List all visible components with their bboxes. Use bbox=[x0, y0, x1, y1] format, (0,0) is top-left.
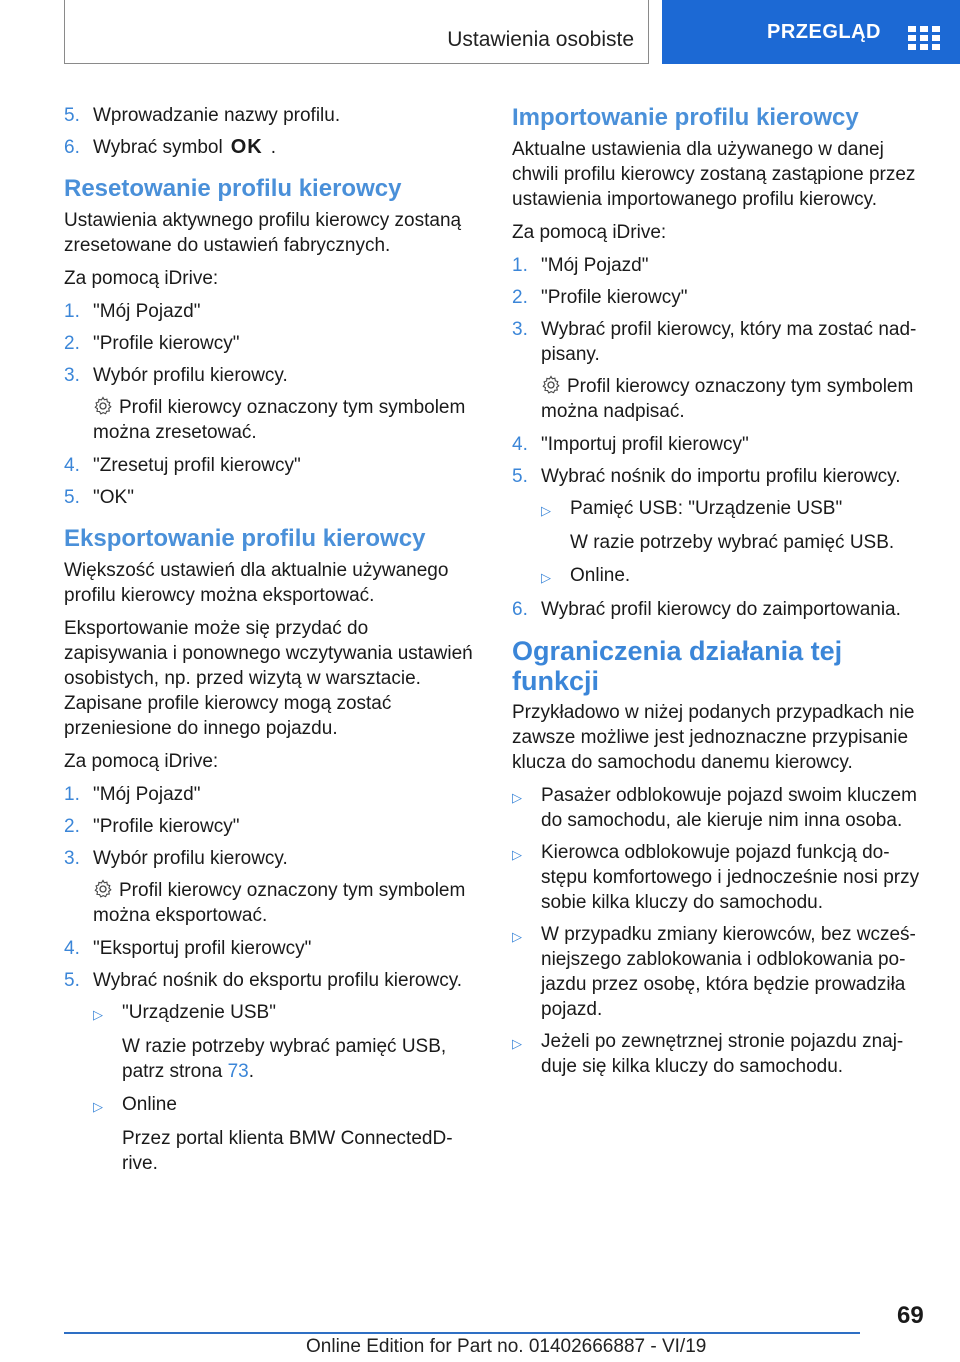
triangle-right-icon: ▷ bbox=[93, 1007, 103, 1022]
step-number: 6. bbox=[512, 599, 528, 620]
import-heading: Importowanie profilu kierowcy bbox=[512, 104, 859, 131]
triangle-right-icon: ▷ bbox=[541, 570, 551, 585]
grid-icon bbox=[908, 26, 940, 52]
note-text: Profil kierowcy oznaczony tym symbolem można nadpisać. bbox=[541, 376, 914, 422]
import-note bbox=[541, 374, 928, 424]
step-number: 1. bbox=[64, 784, 80, 805]
right-column bbox=[512, 103, 928, 1086]
gear-icon bbox=[93, 396, 113, 416]
step-text: "Profile kierowcy" bbox=[541, 287, 688, 308]
bullet-text: W przypadku zmiany kierowców, bez wcześ-niejszego zablokowania i odblokowania po-jazdu przez osobę, która będzie prowadziła pojazd. bbox=[541, 924, 916, 1020]
bullet-text: Online. bbox=[570, 565, 631, 586]
list-item bbox=[512, 922, 928, 1022]
step-item bbox=[64, 846, 476, 871]
step-text: Wybrać profil kierowcy do zaimportowania. bbox=[541, 599, 901, 620]
step-text: Wybrać nośnik do importu profilu kierowcy. bbox=[541, 466, 901, 487]
step-number: 5. bbox=[64, 970, 80, 991]
reset-intro: Ustawienia aktywnego profilu kierowcy zostaną zresetowane do ustawień fabrycznych. bbox=[64, 210, 462, 256]
subnote-text: W razie potrzeby wybrać pamięć USB, patrz strona bbox=[122, 1036, 447, 1082]
note-text: Profil kierowcy oznaczony tym symbolem można eksportować. bbox=[93, 880, 466, 926]
bullet-text: Kierowca odblokowuje pojazd funkcją do-stępu komfortowego i jednocześnie nosi przy sobie kilka kluczy do samochodu. bbox=[541, 842, 920, 913]
bullet-subnote: Przez portal klienta BMW ConnectedD-rive. bbox=[122, 1128, 453, 1174]
step-item bbox=[512, 432, 928, 457]
step-item bbox=[64, 485, 476, 510]
page-number: 69 bbox=[897, 1302, 924, 1329]
step-item bbox=[512, 285, 928, 310]
note-text: Profil kierowcy oznaczony tym symbolem można zresetować. bbox=[93, 397, 466, 443]
overview-tab[interactable] bbox=[662, 0, 960, 64]
step-item bbox=[64, 782, 476, 807]
step-text-before: Wybrać symbol bbox=[93, 137, 223, 158]
step-text: Wybrać nośnik do eksportu profilu kierowcy. bbox=[93, 970, 463, 991]
bullet-text: Jeżeli po zewnętrznej stronie pojazdu znaj-duje się kilka kluczy do samochodu. bbox=[541, 1031, 904, 1077]
step-number: 1. bbox=[64, 301, 80, 322]
step-item bbox=[512, 597, 928, 622]
step-number: 4. bbox=[64, 938, 80, 959]
bullet-text: "Urządzenie USB" bbox=[122, 1002, 276, 1023]
list-item bbox=[512, 840, 928, 915]
left-column bbox=[64, 103, 476, 1184]
step-text: "Eksportuj profil kierowcy" bbox=[93, 938, 312, 959]
step-number: 3. bbox=[512, 319, 528, 340]
export-heading: Eksportowanie profilu kierowcy bbox=[64, 525, 426, 552]
triangle-right-icon: ▷ bbox=[512, 929, 522, 944]
gear-icon bbox=[93, 879, 113, 899]
step-number: 2. bbox=[64, 333, 80, 354]
step-text-after: . bbox=[270, 137, 276, 158]
step-number: 4. bbox=[512, 434, 528, 455]
step-text: Wybrać profil kierowcy, który ma zostać nad-pisany. bbox=[541, 319, 917, 365]
step-number: 5. bbox=[512, 466, 528, 487]
step-text: "OK" bbox=[93, 487, 134, 508]
step-item bbox=[64, 968, 476, 993]
list-item bbox=[541, 496, 928, 523]
step-number: 5. bbox=[64, 105, 80, 126]
step-number: 1. bbox=[512, 255, 528, 276]
step-item bbox=[64, 299, 476, 324]
footer-edition: Online Edition for Part no. 01402666887 - VI/19 bbox=[306, 1336, 707, 1357]
triangle-right-icon: ▷ bbox=[512, 1036, 522, 1051]
export-intro: Większość ustawień dla aktualnie używanego profilu kierowcy można eksportować. bbox=[64, 560, 449, 606]
page-link[interactable]: 73 bbox=[227, 1061, 249, 1082]
bullet-text: Online bbox=[122, 1094, 177, 1115]
step-number: 6. bbox=[64, 137, 80, 158]
list-item bbox=[512, 783, 928, 833]
step-item bbox=[512, 317, 928, 367]
bullet-text: Pamięć USB: "Urządzenie USB" bbox=[570, 498, 843, 519]
list-item bbox=[541, 563, 928, 590]
step-text: "Zresetuj profil kierowcy" bbox=[93, 455, 301, 476]
step-text bbox=[93, 135, 476, 160]
step-number: 5. bbox=[64, 487, 80, 508]
limits-heading: Ograniczenia działania tej funkcji bbox=[512, 636, 843, 696]
bullet-subnote bbox=[122, 1034, 476, 1084]
step-text: Wybór profilu kierowcy. bbox=[93, 848, 288, 869]
subnote-end: . bbox=[248, 1061, 255, 1082]
step-number: 3. bbox=[64, 365, 80, 386]
reset-heading: Resetowanie profilu kierowcy bbox=[64, 175, 402, 202]
step-item bbox=[64, 135, 476, 160]
import-intro: Aktualne ustawienia dla używanego w danej chwili profilu kierowcy zostaną zastąpione przez ustawienia importowanego profilu kierowcy. bbox=[512, 139, 916, 210]
step-number: 2. bbox=[64, 816, 80, 837]
step-item bbox=[64, 814, 476, 839]
step-text: "Importuj profil kierowcy" bbox=[541, 434, 749, 455]
footer-divider bbox=[64, 1332, 860, 1334]
step-item bbox=[64, 453, 476, 478]
step-item bbox=[64, 363, 476, 388]
step-number: 2. bbox=[512, 287, 528, 308]
ok-symbol: OK bbox=[230, 136, 263, 158]
step-item bbox=[512, 464, 928, 489]
header-section-box bbox=[64, 0, 649, 64]
gear-icon bbox=[541, 375, 561, 395]
limits-intro: Przykładowo w niżej podanych przypadkach nie zawsze możliwe jest jednoznaczne przypisanie klucza do samochodu danemu kierowcy. bbox=[512, 702, 915, 773]
reset-note bbox=[93, 395, 476, 445]
overview-tab-label: PRZEGLĄD bbox=[767, 20, 881, 43]
step-text: "Mój Pojazd" bbox=[93, 301, 201, 322]
export-note bbox=[93, 878, 476, 928]
step-text: "Profile kierowcy" bbox=[93, 816, 240, 837]
step-number: 4. bbox=[64, 455, 80, 476]
triangle-right-icon: ▷ bbox=[512, 847, 522, 862]
bullet-text: Pasażer odblokowuje pojazd swoim kluczem do samochodu, ale kieruje nim inna osoba. bbox=[541, 785, 917, 831]
triangle-right-icon: ▷ bbox=[512, 790, 522, 805]
step-item bbox=[64, 103, 476, 128]
export-via: Za pomocą iDrive: bbox=[64, 751, 219, 772]
step-item bbox=[512, 253, 928, 278]
step-text: Wybór profilu kierowcy. bbox=[93, 365, 288, 386]
reset-via: Za pomocą iDrive: bbox=[64, 268, 219, 289]
step-text: "Profile kierowcy" bbox=[93, 333, 240, 354]
triangle-right-icon: ▷ bbox=[93, 1099, 103, 1114]
list-item bbox=[512, 1029, 928, 1079]
import-via: Za pomocą iDrive: bbox=[512, 222, 667, 243]
step-number: 3. bbox=[64, 848, 80, 869]
section-title: Ustawienia osobiste bbox=[447, 28, 634, 51]
step-item bbox=[64, 331, 476, 356]
export-intro2: Eksportowanie może się przydać do zapisywania i ponownego wczytywania ustawień osobistych, np. przed wizytą w warsztacie. Zapisane profile kierowcy mogą zostać przeniesione do innego pojazdu. bbox=[64, 618, 473, 739]
triangle-right-icon: ▷ bbox=[541, 503, 551, 518]
step-text: "Mój Pojazd" bbox=[541, 255, 649, 276]
step-text: Wprowadzanie nazwy profilu. bbox=[93, 105, 341, 126]
list-item bbox=[93, 1000, 476, 1027]
list-item bbox=[93, 1092, 476, 1119]
bullet-subnote: W razie potrzeby wybrać pamięć USB. bbox=[570, 532, 895, 553]
step-text: "Mój Pojazd" bbox=[93, 784, 201, 805]
step-item bbox=[64, 936, 476, 961]
